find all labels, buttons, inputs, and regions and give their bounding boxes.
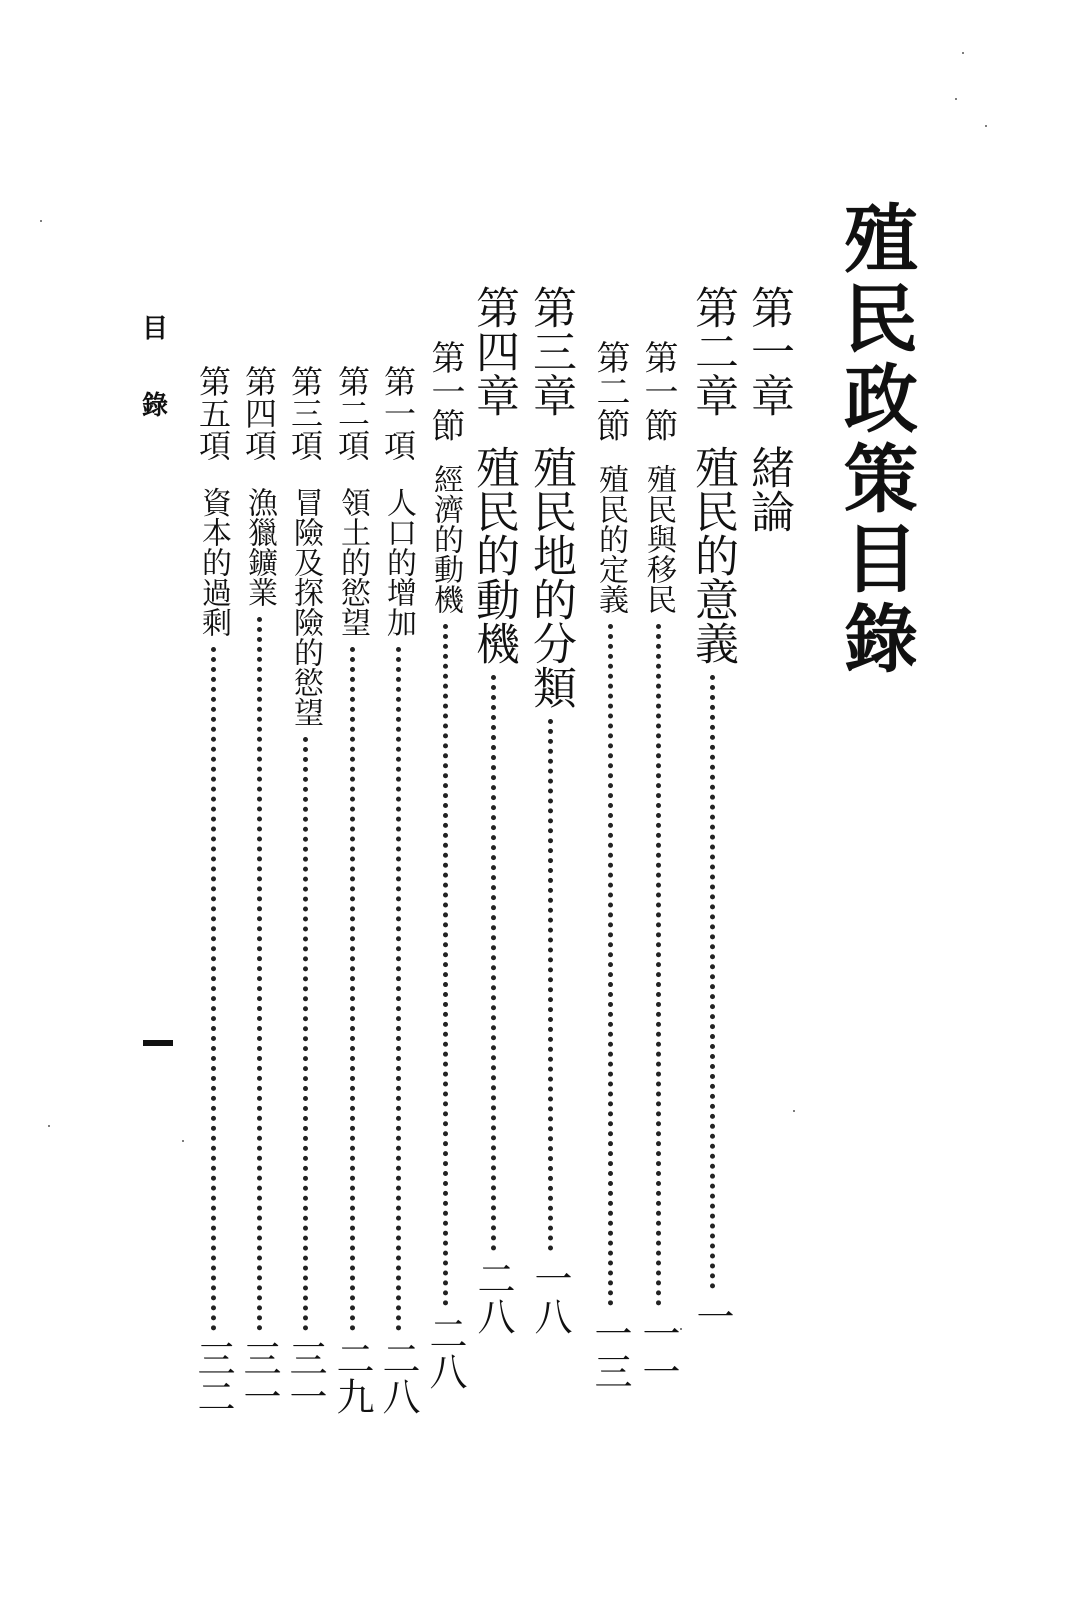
entry-label: 第四項	[240, 365, 278, 461]
page-number: 一八	[528, 1259, 572, 1335]
page-number: 二八	[376, 1339, 420, 1415]
leader-dots	[396, 647, 401, 1331]
entry-label: 第二節	[590, 340, 630, 442]
entry-label: 第二項	[333, 365, 371, 461]
entry-title: 緒論	[743, 445, 794, 533]
entry-label: 第四章	[468, 285, 519, 417]
page-number: 一	[690, 1297, 734, 1335]
leader-dots	[608, 624, 613, 1306]
scan-speck	[182, 1140, 184, 1142]
scan-speck	[962, 52, 964, 54]
toc-entry	[183, 285, 243, 1415]
entry-label: 第三章	[525, 285, 576, 417]
entry-title: 殖民的定義	[593, 464, 628, 614]
entry-title: 經濟的動機	[428, 464, 463, 614]
scan-speck	[680, 1328, 682, 1330]
running-header-char: 目	[142, 314, 169, 344]
scan-speck	[793, 1110, 795, 1112]
entry-label: 第三項	[286, 365, 324, 461]
page-number: 三二	[191, 1339, 235, 1415]
entry-title: 資本的過剩	[196, 487, 231, 637]
page-number: 三一	[237, 1339, 281, 1415]
page-number: 二九	[330, 1339, 374, 1415]
leader-dots	[710, 675, 715, 1289]
running-header	[142, 308, 168, 462]
leader-dots	[350, 647, 355, 1331]
entry-title: 冒險及探險的慾望	[288, 487, 323, 727]
leader-dots	[548, 719, 553, 1251]
scan-speck	[40, 220, 42, 222]
scan-speck	[955, 98, 957, 100]
page-number: 三一	[283, 1339, 327, 1415]
entry-label: 第一章	[743, 285, 794, 417]
entry-label: 第一節	[638, 340, 678, 442]
entry-title: 殖民與移民	[641, 464, 676, 614]
folio-mark	[143, 1040, 173, 1046]
toc-entry	[738, 285, 798, 1335]
leader-dots	[211, 647, 216, 1331]
leader-dots	[303, 737, 308, 1331]
entry-label: 第五項	[194, 365, 232, 461]
scan-speck	[985, 125, 987, 127]
toc-entry	[682, 285, 742, 1335]
leader-dots	[656, 624, 661, 1306]
running-header-char: 錄	[142, 391, 169, 421]
page-number: 一三	[588, 1314, 632, 1390]
entry-title: 人口的增加	[381, 487, 416, 637]
leader-dots	[443, 624, 448, 1306]
entry-title: 殖民地的分類	[525, 445, 576, 709]
entry-label: 第一項	[379, 365, 417, 461]
entry-label: 第一節	[425, 340, 465, 442]
entry-title: 漁獵鑛業	[242, 487, 277, 607]
entry-label: 第二章	[687, 285, 738, 417]
leader-dots	[491, 675, 496, 1251]
page-number: 二八	[471, 1259, 515, 1335]
entry-title: 殖民的意義	[687, 445, 738, 665]
leader-dots	[257, 617, 262, 1331]
entry-title: 領土的慾望	[335, 487, 370, 637]
scan-speck	[48, 1125, 50, 1127]
toc-entry	[580, 285, 640, 1390]
entry-title: 殖民的動機	[468, 445, 519, 665]
toc-entry	[520, 285, 580, 1335]
page-number: 一一	[636, 1314, 680, 1390]
page-number: 二八	[423, 1314, 467, 1390]
book-title: 殖民政策目錄	[832, 200, 918, 680]
